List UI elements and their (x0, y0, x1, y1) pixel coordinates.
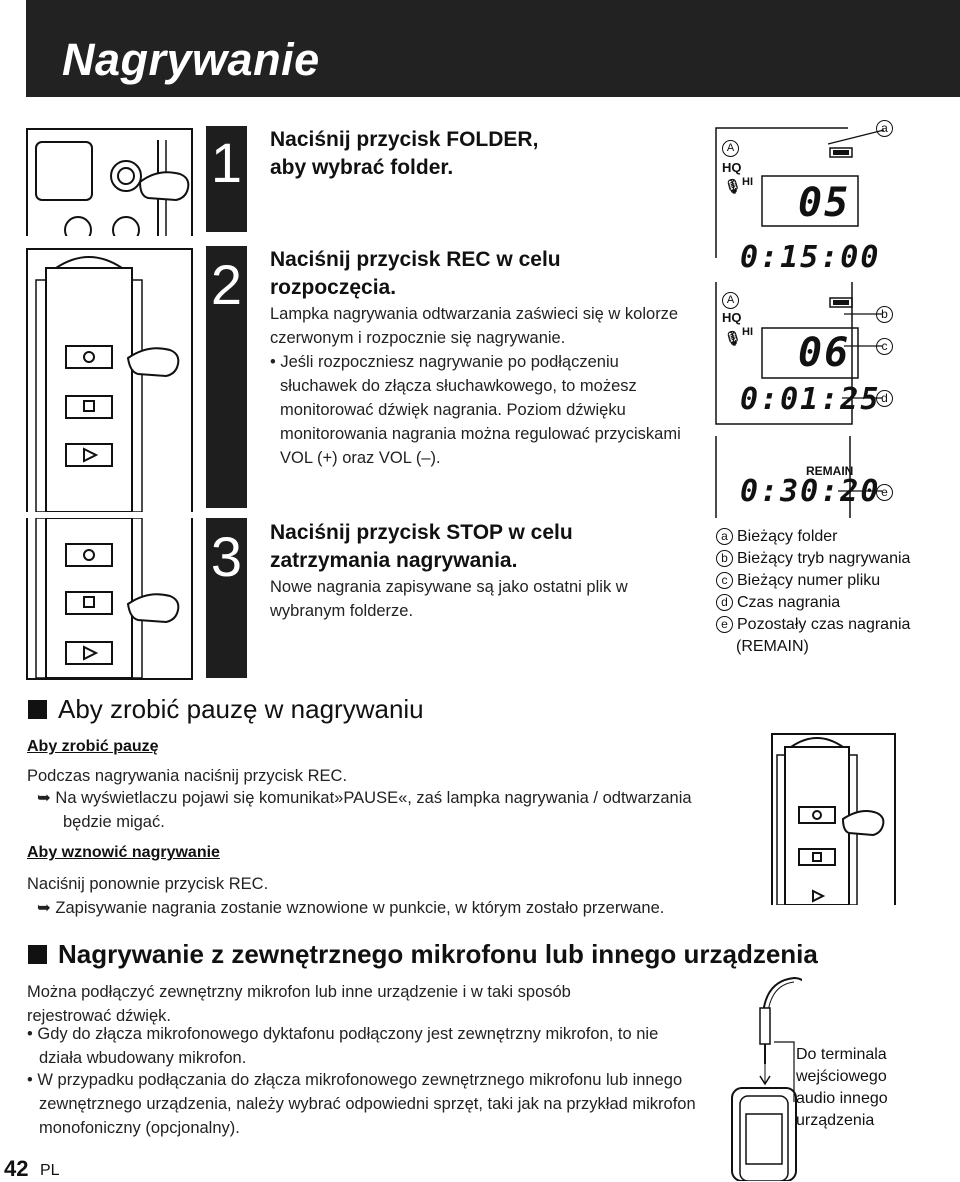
step-2-text: Lampka nagrywania odtwarzania zaświeci się w kolorze czerwonym i rozpocznie się nagrywanie. (270, 305, 679, 347)
recorder-front-icon-3 (773, 735, 894, 905)
resume-result: ➥ Zapisywanie nagrania zostanie wznowione w punkcie, w którym zostało przerwane. (37, 899, 665, 917)
mic-bullet-1: • Gdy do złącza mikrofonowego dyktafonu podłączony jest zewnętrzny mikrofon, to nie działa wbudowany mikrofon. (27, 1025, 659, 1067)
page-lang: PL (40, 1162, 60, 1179)
callout-legend (716, 526, 916, 658)
recorder-top-icon (28, 130, 191, 236)
terminal-label: Do terminala wejściowego audio innego urządzenia (796, 1046, 888, 1129)
callout-a-marker: a (876, 120, 893, 137)
pause-subheading: Aby zrobić pauzę (27, 738, 159, 755)
step-3-heading: Naciśnij przycisk STOP w celu zatrzymania nagrywania. (270, 521, 573, 572)
step-1-heading: Naciśnij przycisk FOLDER, aby wybrać folder. (270, 128, 539, 179)
folder-indicator: A (722, 140, 739, 157)
folder-button-illustration (26, 128, 193, 236)
step-2-content (270, 246, 690, 470)
legend-item-a: a Bieżący folder (716, 526, 916, 548)
step-1-number: 1 (210, 131, 243, 194)
callout-e-marker: e (876, 484, 893, 501)
step-2-number: 2 (210, 253, 243, 316)
remain-time: 0:30:20 (740, 474, 881, 509)
mic-icon-2: 🎙 (724, 330, 742, 346)
remain-label: REMAIN (806, 464, 854, 478)
page-title: Nagrywanie (62, 34, 320, 85)
pause-section-title: Aby zrobić pauzę w nagrywaniu (58, 694, 424, 724)
section-marker-icon-2 (28, 945, 47, 964)
mic-sens-indicator-2: HI (742, 326, 753, 338)
time-display-1: 0:15:00 (740, 240, 881, 275)
resume-subheading: Aby wznowić nagrywanie (27, 844, 220, 861)
folder-indicator-2: A (722, 292, 739, 309)
lcd-diagram (714, 118, 960, 518)
legend-item-b: b Bieżący tryb nagrywania (716, 548, 916, 570)
stop-button-illustration (26, 518, 193, 680)
step-3-number: 3 (210, 525, 243, 588)
mic-section-text: Można podłączyć zewnętrzny mikrofon lub inne urządzenie i w taki sposób rejestrować dźwięk. (27, 983, 571, 1025)
quality-indicator: HQ (722, 160, 742, 175)
step-3-text: Nowe nagrania zapisywane są jako ostatni plik w wybranym folderze. (270, 578, 628, 620)
legend-item-d: d Czas nagrania (716, 592, 916, 614)
resume-text: Naciśnij ponownie przycisk REC. (27, 875, 269, 893)
file-number-1: 05 (798, 180, 851, 226)
section-marker-icon (28, 700, 47, 719)
step-2-heading: Naciśnij przycisk REC w celu rozpoczęcia. (270, 248, 561, 299)
legend-item-c: c Bieżący numer pliku (716, 570, 916, 592)
callout-b-marker: b (876, 306, 893, 323)
quality-indicator-2: HQ (722, 310, 742, 325)
recorder-front-icon (28, 250, 191, 512)
file-number-2: 06 (798, 330, 851, 376)
pause-text: Podczas nagrywania naciśnij przycisk REC. (27, 767, 348, 785)
pause-result: ➥ Na wyświetlaczu pojawi się komunikat»PAUSE«, zaś lampka nagrywania / odtwarzania będzie migać. (37, 789, 692, 831)
mic-section-title: Nagrywanie z zewnętrznego mikrofonu lub innego urządzenia (58, 939, 818, 969)
mic-bullet-2: • W przypadku podłączania do złącza mikrofonowego zewnętrznego mikrofonu lub innego zewnętrznego urządzenia, należy wybrać odpowiedni sprzęt, taki jak na przykład mikrofon monofoniczny (opcjonalny). (27, 1071, 696, 1137)
callout-d-marker: d (876, 390, 893, 407)
time-display-2: 0:01:25 (740, 382, 881, 417)
legend-item-e: e Pozostały czas nagrania (REMAIN) (716, 614, 916, 658)
terminal-leader-line (772, 1040, 798, 1120)
callout-c-marker: c (876, 338, 893, 355)
mic-icon: 🎙 (724, 178, 742, 194)
page-number: 42 (4, 1156, 29, 1181)
recorder-front-icon-2 (28, 518, 191, 678)
rec-button-illustration (26, 248, 193, 512)
mic-sens-indicator: HI (742, 176, 753, 188)
step-3-content (270, 519, 690, 623)
pause-illustration (771, 733, 896, 905)
step-2-bullet: • Jeśli rozpoczniesz nagrywanie po podłączeniu słuchawek do złącza słuchawkowego, to możesz monitorować dźwięk nagrania. Poziom dźwięku monitorowania nagrania można regulować przyciskami VOL (+) oraz VOL (–). (270, 353, 681, 467)
